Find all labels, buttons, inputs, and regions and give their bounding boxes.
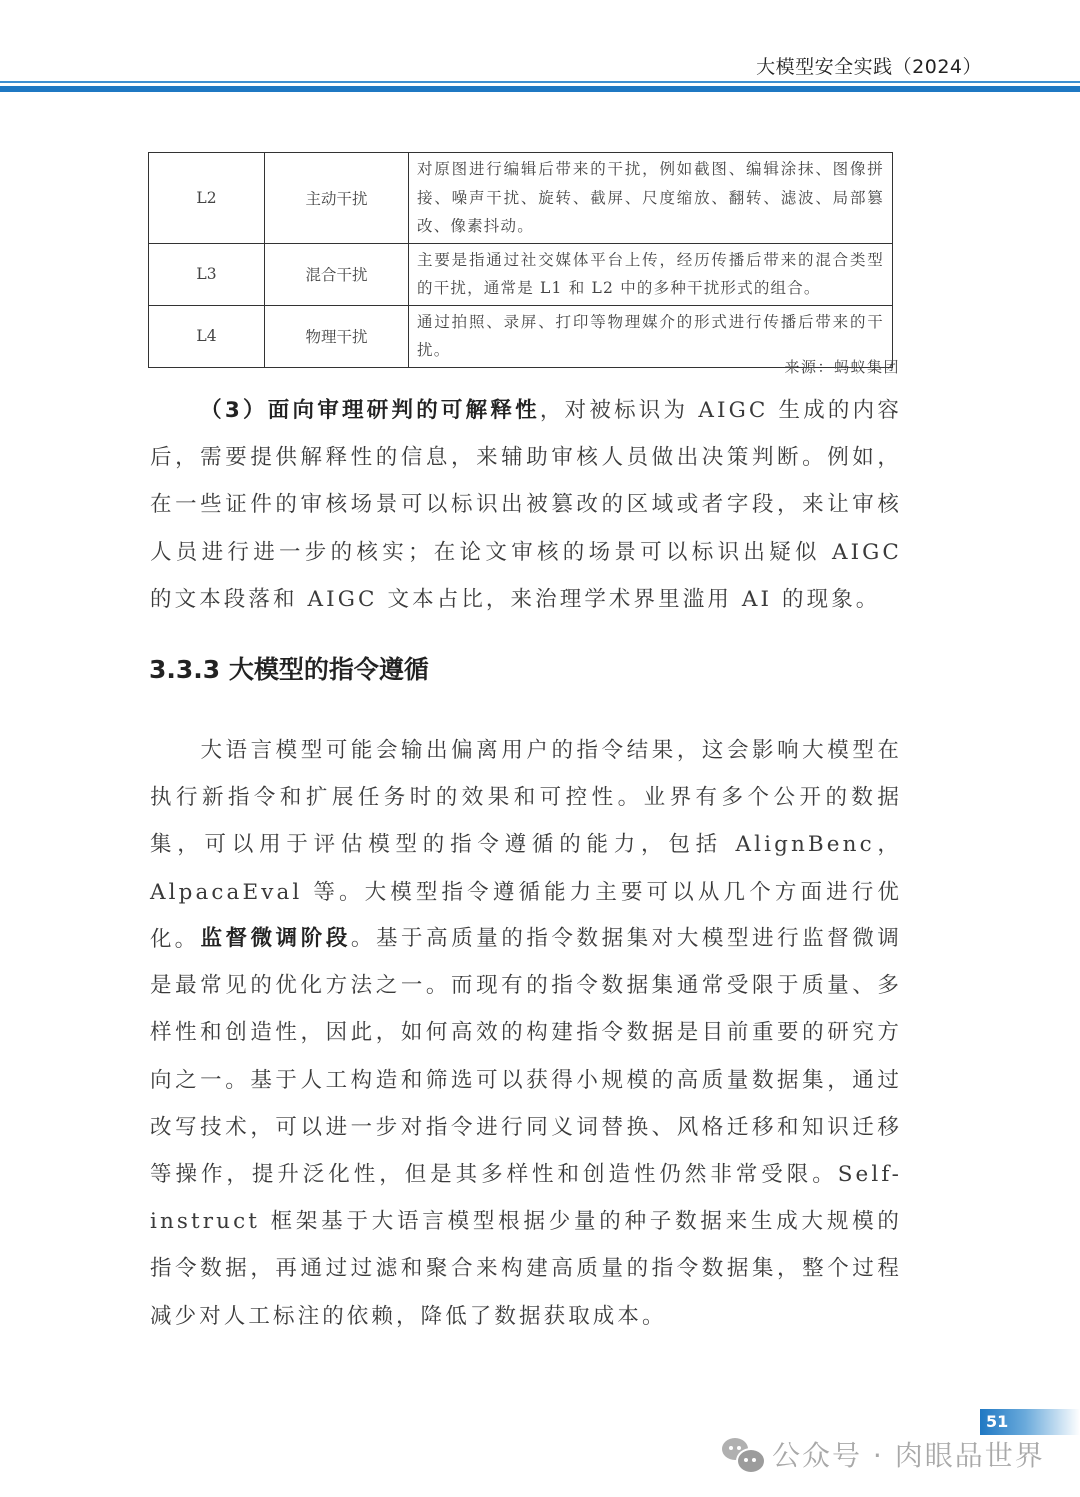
type-cell: 主动干扰 [265,153,409,244]
page-number: 51 [986,1412,1009,1431]
sft-text: 。基于高质量的指令数据集对大模型进行监督微调是最常见的优化方法之一。而现有的指令数据集通常受限于质量、多样性和创造性，因此，如何高效的构建指令数据是目前重要的研究方向之一。基于人工构造和筛选可以获得小规模的高质量数据集，通过改写技术，可以进一步对指令进行同义词替换、风格迁移和知识迁移等操作，提升泛化性，但是其多样性和创造性仍然非常受限。Self-instruct 框架基于大语言模型根据少量的种子数据来生成大规模的指令数据，再通过过滤和聚合来构建高质量的指令数据集，整个过程减少对人工标注的依赖，降低了数据获取成本。 [150,926,902,1329]
explainability-text: ，对被标识为 AIGC 生成的内容后，需要提供解释性的信息，来辅助审核人员做出决策判断。例如，在一些证件的审核场景可以标识出被篡改的区域或者字段，来让审核人员进行进一步的核实；在论文审核的场景可以标识出疑似 AIGC 的文本段落和 AIGC 文本占比，来治理学术界里滥用 AI 的现象。 [150,398,902,612]
sft-paragraph [150,915,902,1340]
sft-bold-lead: 监督微调阶段 [200,926,351,951]
wechat-icon [722,1436,764,1472]
type-cell: 混合干扰 [265,243,409,305]
explainability-paragraph [150,387,902,623]
level-cell: L2 [149,153,265,244]
intro-text: 大语言模型可能会输出偏离用户的指令结果，这会影响大模型在执行新指令和扩展任务时的效果和可控性。业界有多个公开的数据集，可以用于评估模型的指令遵循的能力，包括 AlignBenc，AlpacaEval 等。大模型指令遵循能力主要可以从几个方面进行优化。 [150,738,902,952]
level-cell: L4 [149,305,265,367]
type-cell: 物理干扰 [265,305,409,367]
description-cell: 对原图进行编辑后带来的干扰，例如截图、编辑涂抹、图像拼接、噪声干扰、旋转、截屏、尺度缩放、翻转、滤波、局部篡改、像素抖动。 [409,153,893,244]
document-header-title: 大模型安全实践（2024） [756,56,982,78]
table-row [149,305,893,367]
level-cell: L3 [149,243,265,305]
table-row [149,153,893,244]
interference-level-table [148,152,893,368]
section-heading: 3.3.3 大模型的指令遵循 [149,655,429,684]
watermark-text: 公众号 · 肉眼品世界 [772,1439,1045,1472]
table-source-caption: 来源：蚂蚁集团 [784,358,900,376]
header-rule-thin [0,81,1080,83]
watermark [722,1432,1045,1476]
explainability-bold-lead: （3）面向审理研判的可解释性 [200,398,540,423]
table-row [149,243,893,305]
header-rule-thick [0,86,1080,92]
description-cell: 通过拍照、录屏、打印等物理媒介的形式进行传播后带来的干扰。 [409,305,893,367]
description-cell: 主要是指通过社交媒体平台上传，经历传播后带来的混合类型的干扰，通常是 L1 和 L2 中的多种干扰形式的组合。 [409,243,893,305]
